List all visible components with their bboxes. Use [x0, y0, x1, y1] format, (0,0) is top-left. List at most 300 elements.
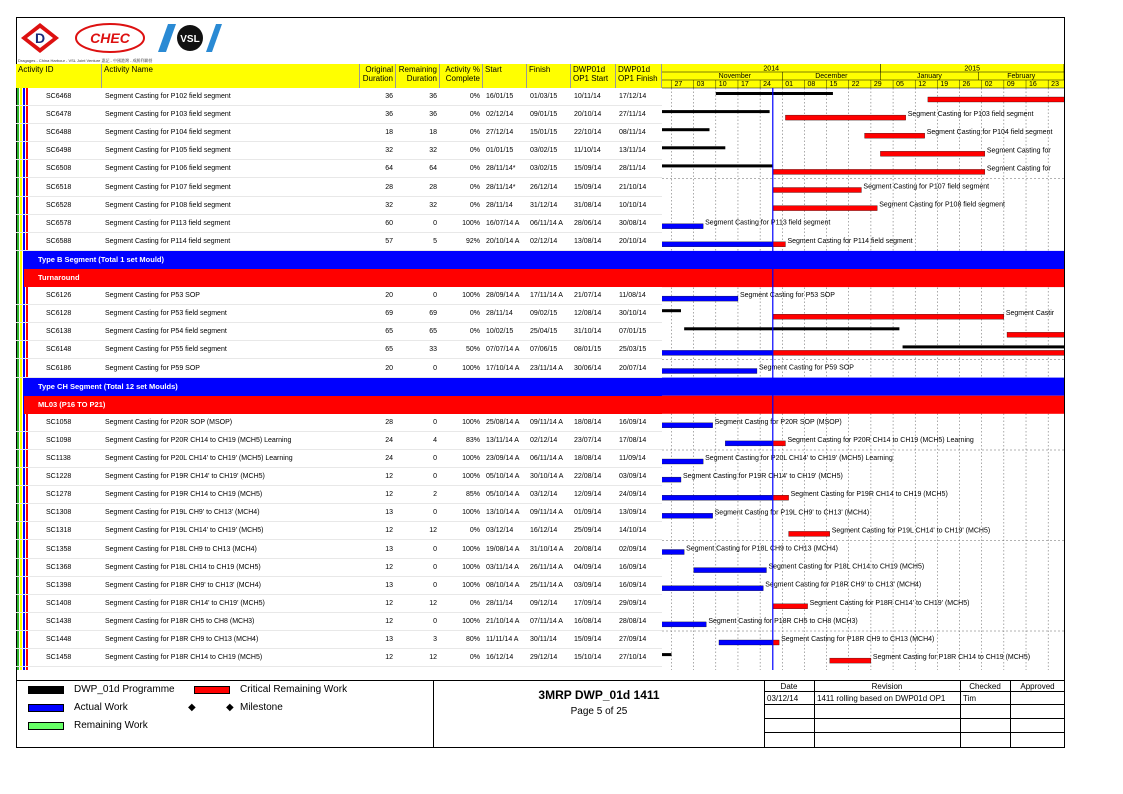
header-finish[interactable]: Finish	[527, 64, 571, 88]
table-row[interactable]	[16, 305, 662, 323]
start-cell: 20/10/14 A	[486, 237, 520, 245]
table-row[interactable]	[16, 124, 662, 142]
original-duration-cell: 20	[385, 292, 393, 300]
critical-bar	[773, 206, 877, 211]
percent-complete-cell: 0%	[469, 328, 480, 336]
table-row[interactable]	[16, 142, 662, 160]
activity-name-cell: Segment Casting for P18R CH14 to CH19 (MCH5)	[105, 654, 263, 662]
remaining-duration-cell: 0	[433, 545, 437, 553]
table-row[interactable]	[16, 197, 662, 215]
finish-cell: 09/11/14 A	[530, 509, 563, 517]
baseline-bar	[716, 92, 833, 95]
op1-finish-cell: 30/08/14	[619, 219, 647, 227]
op1-finish-cell: 14/10/14	[619, 527, 647, 535]
activity-id-cell: SC1228	[46, 473, 72, 481]
vsl-logo	[154, 22, 224, 54]
start-cell: 28/11/14	[486, 201, 513, 209]
table-row[interactable]	[16, 613, 662, 631]
percent-complete-cell: 0%	[469, 599, 480, 607]
bar-label: Segment Casting for P20R CH14 to CH19 (MCH5) Learning	[787, 436, 974, 444]
table-row[interactable]	[16, 233, 662, 251]
start-cell: 02/12/14	[486, 111, 514, 119]
rev-header-revision: Revision	[871, 682, 903, 691]
op1-start-cell: 23/07/14	[574, 436, 602, 444]
finish-cell: 03/12/14	[530, 491, 558, 499]
group-band-type[interactable]: Type CH Segment (Total 12 set Moulds)	[24, 378, 662, 396]
original-duration-cell: 57	[385, 237, 393, 245]
actual-bar	[662, 224, 703, 229]
op1-start-cell: 08/01/15	[574, 346, 602, 354]
op1-finish-cell: 28/08/14	[619, 617, 647, 625]
header-percent-complete[interactable]: Activity % Complete	[440, 64, 483, 88]
activity-name-cell: Segment Casting for P59 SOP	[105, 364, 200, 372]
table-row[interactable]	[16, 432, 662, 450]
bar-label: Segment Casting for P18R CH14' to CH19' (MCH5)	[809, 599, 970, 607]
week-label: 02	[984, 81, 993, 88]
header-original-duration[interactable]: Original Duration	[360, 64, 396, 88]
finish-cell: 23/11/14 A	[530, 364, 563, 372]
activity-name-cell: Segment Casting for P113 field segment	[105, 219, 231, 227]
bar-label: Segment Casting for P103 field segment	[907, 111, 1034, 119]
activity-id-cell: SC1098	[46, 436, 72, 444]
finish-cell: 25/11/14 A	[530, 581, 563, 589]
bar-label: Segment Casting for P19L CH9' to CH13' (MCH4)	[714, 509, 870, 517]
actual-bar	[662, 495, 773, 500]
table-row[interactable]	[16, 88, 662, 106]
op1-finish-cell: 30/10/14	[619, 310, 647, 318]
remaining-duration-cell: 69	[429, 310, 437, 318]
op1-finish-cell: 16/09/14	[619, 563, 647, 571]
remaining-duration-cell: 28	[429, 183, 437, 191]
activity-table	[16, 88, 662, 670]
milestone-diamond-icon: ◆	[188, 702, 196, 713]
original-duration-cell: 36	[385, 111, 393, 119]
op1-finish-cell: 03/09/14	[619, 473, 647, 481]
table-row[interactable]	[16, 323, 662, 341]
percent-complete-cell: 0%	[469, 183, 480, 191]
title-box	[434, 680, 764, 748]
bar-label: Segment Casting for P18R CH14 to CH19 (MCH5)	[872, 654, 1031, 662]
activity-name-cell: Segment Casting for P18R CH9' to CH13' (MCH4)	[105, 581, 261, 589]
week-label: 12	[918, 81, 927, 88]
week-label: 29	[873, 81, 882, 88]
baseline-bar	[684, 327, 899, 330]
percent-complete-cell: 100%	[462, 545, 480, 553]
percent-complete-cell: 92%	[465, 237, 480, 245]
legend-critical-label: Critical Remaining Work	[240, 684, 348, 695]
table-row[interactable]	[16, 649, 662, 667]
original-duration-cell: 13	[385, 509, 393, 517]
legend-actual-swatch	[28, 704, 64, 712]
critical-bar	[773, 640, 779, 645]
finish-cell: 25/04/15	[530, 328, 558, 336]
critical-bar	[830, 658, 871, 663]
percent-complete-cell: 100%	[462, 455, 480, 462]
baseline-bar	[662, 164, 773, 167]
percent-complete-cell: 0%	[469, 310, 480, 318]
finish-cell: 07/11/14 A	[530, 617, 563, 625]
bar-label: Segment Casting for P59 SOP	[758, 364, 854, 372]
legend-programme-label: DWP_01d Programme	[74, 684, 175, 695]
activity-id-cell: SC6528	[46, 201, 72, 209]
original-duration-cell: 24	[385, 455, 393, 462]
op1-finish-cell: 16/09/14	[619, 418, 647, 426]
original-duration-cell: 20	[385, 364, 393, 372]
table-row[interactable]	[16, 541, 662, 559]
original-duration-cell: 18	[385, 129, 393, 137]
activity-id-cell: SC6128	[46, 310, 72, 318]
percent-complete-cell: 0%	[469, 129, 480, 137]
year-label: 2015	[964, 65, 980, 73]
original-duration-cell: 60	[385, 219, 393, 227]
critical-bar	[928, 97, 1064, 102]
percent-complete-cell: 0%	[469, 111, 480, 119]
op1-finish-cell: 27/10/14	[619, 654, 647, 662]
critical-bar	[773, 188, 862, 193]
actual-bar	[662, 586, 763, 591]
start-cell: 03/12/14	[486, 527, 514, 535]
legend-critical-swatch	[194, 686, 230, 694]
op1-start-cell: 17/09/14	[574, 599, 602, 607]
week-label: 26	[962, 81, 971, 88]
activity-name-cell: Segment Casting for P19R CH14 to CH19 (MCH5)	[105, 491, 263, 499]
remaining-duration-cell: 36	[429, 93, 437, 100]
actual-bar	[662, 477, 681, 482]
op1-finish-cell: 24/09/14	[619, 491, 647, 499]
milestone-diamond-icon-2: ◆	[226, 702, 234, 713]
op1-start-cell: 13/08/14	[574, 237, 602, 245]
week-label: 01	[785, 81, 794, 88]
op1-start-cell: 30/06/14	[574, 364, 602, 372]
rev-rule	[764, 732, 1065, 733]
critical-bar	[789, 531, 830, 536]
op1-start-cell: 28/06/14	[574, 219, 602, 227]
percent-complete-cell: 0%	[469, 201, 480, 209]
group-band-sub[interactable]: Turnaround	[24, 269, 662, 287]
rev-rule	[764, 704, 1065, 705]
month-label: November	[718, 73, 751, 80]
finish-cell: 09/01/15	[530, 111, 558, 119]
start-cell: 01/01/15	[486, 147, 514, 155]
start-cell: 11/11/14 A	[486, 636, 519, 643]
op1-start-cell: 12/09/14	[574, 491, 602, 499]
start-cell: 07/07/14 A	[486, 346, 520, 354]
start-cell: 28/11/14	[486, 310, 513, 318]
activity-id-cell: SC6498	[46, 147, 72, 155]
op1-finish-cell: 11/08/14	[619, 292, 646, 300]
header-start[interactable]: Start	[483, 64, 527, 88]
week-label: 09	[1006, 81, 1015, 88]
activity-id-cell: SC6508	[46, 165, 72, 173]
op1-start-cell: 22/08/14	[574, 473, 602, 481]
percent-complete-cell: 0%	[469, 527, 480, 535]
remaining-duration-cell: 0	[433, 617, 437, 625]
week-label: 27	[674, 81, 683, 88]
activity-id-cell: SC6578	[46, 219, 72, 227]
percent-complete-cell: 100%	[462, 563, 480, 571]
remaining-duration-cell: 0	[433, 219, 437, 227]
table-row[interactable]	[16, 160, 662, 178]
activity-id-cell: SC6488	[46, 129, 72, 137]
year-label: 2014	[763, 65, 779, 73]
bar-label: Segment Casting for P18R CH5 to CH8 (MCH3)	[708, 617, 858, 625]
baseline-bar	[662, 309, 681, 312]
finish-cell: 02/12/14	[530, 436, 558, 444]
actual-bar	[662, 423, 713, 428]
header-remaining-duration[interactable]: Remaining Duration	[396, 64, 440, 88]
baseline-bar	[903, 345, 1064, 348]
activity-name-cell: Segment Casting for P20R CH14 to CH19 (MCH5) Learning	[105, 436, 292, 444]
activity-id-cell: SC1278	[46, 491, 72, 499]
activity-name-cell: Segment Casting for P54 field segment	[105, 328, 227, 336]
table-row[interactable]	[16, 215, 662, 233]
header-op1-start[interactable]: DWP01d OP1 Start	[571, 64, 616, 88]
legend-milestone-label: Milestone	[240, 702, 283, 713]
activity-name-cell: Segment Casting for P53 SOP	[105, 292, 200, 300]
original-duration-cell: 36	[385, 93, 393, 100]
month-label: February	[1007, 73, 1036, 80]
remaining-duration-cell: 18	[429, 129, 437, 137]
critical-bar	[773, 314, 1004, 319]
bar-label: Segment Casting for P18R CH9 to CH13 (MCH4)	[781, 636, 935, 643]
finish-cell: 09/12/14	[530, 599, 558, 607]
table-row[interactable]	[16, 341, 662, 359]
op1-finish-cell: 07/01/15	[619, 328, 647, 336]
activity-id-cell: SC6186	[46, 364, 72, 372]
activity-name-cell: Segment Casting for P106 field segment	[105, 165, 231, 173]
remaining-duration-cell: 12	[429, 654, 437, 662]
table-row[interactable]	[16, 468, 662, 486]
group-band-sub[interactable]: ML03 (P16 TO P21)	[24, 396, 662, 414]
activity-name-cell: Segment Casting for P53 field segment	[105, 310, 227, 318]
remaining-duration-cell: 0	[433, 364, 437, 372]
header-activity-id[interactable]: Activity ID	[16, 64, 102, 88]
finish-cell: 01/03/15	[530, 93, 558, 100]
dragages-logo	[20, 22, 60, 54]
table-row[interactable]	[16, 595, 662, 613]
chec-logo	[74, 22, 146, 54]
start-cell: 10/02/15	[486, 328, 514, 336]
op1-start-cell: 22/10/14	[574, 129, 602, 137]
activity-id-cell: SC1398	[46, 581, 72, 589]
activity-id-cell: SC1308	[46, 509, 72, 517]
remaining-duration-cell: 0	[433, 563, 437, 571]
op1-start-cell: 03/09/14	[574, 581, 602, 589]
original-duration-cell: 12	[385, 563, 393, 571]
baseline-bar	[662, 110, 770, 113]
gantt-band-blue	[662, 251, 1064, 269]
critical-bar	[773, 604, 808, 609]
actual-bar	[662, 350, 773, 355]
activity-id-cell: SC6478	[46, 111, 72, 119]
table-row[interactable]	[16, 179, 662, 197]
activity-name-cell: Segment Casting for P108 field segment	[105, 201, 231, 209]
bar-label: Segment Casting for P104 field segment	[926, 129, 1053, 137]
table-row[interactable]	[16, 450, 662, 468]
start-cell: 13/11/14 A	[486, 436, 519, 444]
op1-start-cell: 20/10/14	[574, 111, 602, 119]
remaining-duration-cell: 4	[433, 436, 437, 444]
activity-id-cell: SC1368	[46, 563, 72, 571]
op1-start-cell: 15/10/14	[574, 654, 602, 662]
bar-label: Segment Casting for P18L CH9 to CH13 (MCH4)	[686, 545, 839, 553]
start-cell: 21/10/14 A	[486, 617, 520, 625]
table-row[interactable]	[16, 522, 662, 540]
finish-cell: 26/12/14	[530, 183, 558, 191]
remaining-duration-cell: 32	[429, 201, 437, 209]
op1-start-cell: 16/08/14	[574, 617, 602, 625]
start-cell: 08/10/14 A	[486, 581, 520, 589]
revision-block	[764, 680, 1065, 748]
op1-start-cell: 01/09/14	[574, 509, 602, 517]
percent-complete-cell: 100%	[462, 364, 480, 372]
start-cell: 28/11/14	[486, 599, 513, 607]
percent-complete-cell: 100%	[462, 509, 480, 517]
percent-complete-cell: 80%	[465, 636, 480, 643]
bar-label: Segment Casting for	[986, 147, 1051, 155]
table-row[interactable]	[16, 486, 662, 504]
op1-finish-cell: 27/11/14	[619, 111, 646, 119]
activity-name-cell: Segment Casting for P55 field segment	[105, 346, 227, 354]
remaining-duration-cell: 0	[433, 418, 437, 426]
op1-finish-cell: 02/09/14	[619, 545, 647, 553]
original-duration-cell: 69	[385, 310, 393, 318]
op1-start-cell: 31/08/14	[574, 201, 602, 209]
critical-bar	[773, 350, 1064, 355]
bar-label: Segment Casting for P19L CH14' to CH19' (MCH5)	[831, 527, 991, 535]
start-cell: 25/08/14 A	[486, 418, 520, 426]
baseline-bar	[662, 128, 709, 131]
activity-id-cell: SC1408	[46, 599, 72, 607]
activity-id-cell: SC6468	[46, 93, 72, 100]
original-duration-cell: 13	[385, 636, 393, 643]
finish-cell: 15/01/15	[530, 129, 558, 137]
finish-cell: 07/06/15	[530, 346, 558, 354]
finish-cell: 30/11/14	[530, 636, 557, 643]
table-row[interactable]	[16, 360, 662, 378]
percent-complete-cell: 100%	[462, 473, 480, 481]
activity-id-cell: SC1448	[46, 636, 72, 643]
critical-bar	[773, 169, 985, 174]
dragages-logo-text: D	[34, 30, 46, 46]
bar-label: Segment Casting for P19R CH14 to CH19 (MCH5)	[790, 491, 948, 499]
op1-start-cell: 18/08/14	[574, 455, 602, 462]
original-duration-cell: 32	[385, 147, 393, 155]
op1-finish-cell: 16/09/14	[619, 581, 647, 589]
actual-bar	[662, 242, 773, 247]
legend	[16, 680, 434, 748]
bar-label: Segment Casting for P113 field segment	[705, 219, 831, 227]
vsl-logo-text: VSL	[180, 34, 200, 45]
percent-complete-cell: 0%	[469, 147, 480, 155]
week-label: 10	[718, 81, 727, 88]
finish-cell: 09/02/15	[530, 310, 558, 318]
original-duration-cell: 32	[385, 201, 393, 209]
activity-name-cell: Segment Casting for P114 field segment	[105, 237, 231, 245]
bar-label: Segment Casting for P20R SOP (MSOP)	[714, 418, 842, 426]
op1-start-cell: 15/09/14	[574, 636, 602, 643]
actual-bar	[662, 622, 706, 627]
original-duration-cell: 65	[385, 328, 393, 336]
finish-cell: 26/11/14 A	[530, 563, 563, 571]
remaining-duration-cell: 33	[429, 346, 437, 354]
activity-id-cell: SC1318	[46, 527, 72, 535]
header-activity-name[interactable]: Activity Name	[102, 64, 360, 88]
table-row[interactable]	[16, 414, 662, 432]
baseline-bar	[662, 146, 725, 149]
op1-start-cell: 18/08/14	[574, 418, 602, 426]
gantt-svg	[662, 64, 1064, 670]
activity-name-cell: Segment Casting for P18R CH9 to CH13 (MCH4)	[105, 636, 259, 643]
table-row[interactable]	[16, 106, 662, 124]
gantt-band-blue	[662, 378, 1064, 396]
original-duration-cell: 12	[385, 654, 393, 662]
op1-start-cell: 25/09/14	[574, 527, 602, 535]
activity-name-cell: Segment Casting for P20R SOP (MSOP)	[105, 418, 233, 426]
critical-bar	[773, 441, 786, 446]
rev-checked: Tim	[963, 694, 977, 703]
finish-cell: 31/12/14	[530, 201, 558, 209]
activity-id-cell: SC1358	[46, 545, 72, 553]
original-duration-cell: 12	[385, 491, 393, 499]
bar-label: Segment Casting for P107 field segment	[863, 183, 990, 191]
activity-name-cell: Segment Casting for P18L CH14 to CH19 (MCH5)	[105, 563, 261, 571]
original-duration-cell: 64	[385, 165, 393, 173]
remaining-duration-cell: 0	[433, 509, 437, 517]
original-duration-cell: 12	[385, 617, 393, 625]
baseline-bar	[662, 653, 671, 656]
start-cell: 13/10/14 A	[486, 509, 520, 517]
activity-name-cell: Segment Casting for P102 field segment	[105, 93, 231, 100]
start-cell: 16/12/14	[486, 654, 514, 662]
table-row[interactable]	[16, 631, 662, 649]
group-band-type[interactable]: Type B Segment (Total 1 set Mould)	[24, 251, 662, 269]
critical-bar	[773, 242, 786, 247]
percent-complete-cell: 100%	[462, 292, 480, 300]
rev-header-checked: Checked	[969, 682, 1001, 691]
remaining-duration-cell: 64	[429, 165, 437, 173]
activity-id-cell: SC1138	[46, 455, 71, 462]
header-op1-finish[interactable]: DWP01d OP1 Finish	[616, 64, 662, 88]
percent-complete-cell: 0%	[469, 165, 480, 173]
op1-finish-cell: 17/12/14	[619, 93, 647, 100]
table-row[interactable]	[16, 559, 662, 577]
op1-finish-cell: 17/08/14	[619, 436, 647, 444]
op1-finish-cell: 29/09/14	[619, 599, 647, 607]
rev-header-date: Date	[780, 682, 798, 691]
legend-remaining-swatch	[28, 722, 64, 730]
start-cell: 27/12/14	[486, 129, 514, 137]
remaining-duration-cell: 0	[433, 455, 437, 462]
start-cell: 05/10/14 A	[486, 473, 520, 481]
legend-actual-label: Actual Work	[74, 702, 128, 713]
op1-finish-cell: 10/10/14	[619, 201, 647, 209]
op1-finish-cell: 20/07/14	[619, 364, 647, 372]
table-row[interactable]	[16, 577, 662, 595]
activity-id-cell: SC1438	[46, 617, 72, 625]
actual-bar	[662, 513, 713, 518]
critical-bar	[865, 133, 925, 138]
op1-start-cell: 11/10/14	[574, 147, 601, 155]
gantt-band-red	[662, 396, 1064, 414]
rev-description: 1411 rolling based on DWP01d OP1	[817, 694, 946, 703]
op1-start-cell: 21/07/14	[574, 292, 602, 300]
remaining-duration-cell: 5	[433, 237, 437, 245]
table-row[interactable]	[16, 287, 662, 305]
remaining-duration-cell: 0	[433, 292, 437, 300]
op1-finish-cell: 13/09/14	[619, 509, 647, 517]
table-row[interactable]	[16, 504, 662, 522]
